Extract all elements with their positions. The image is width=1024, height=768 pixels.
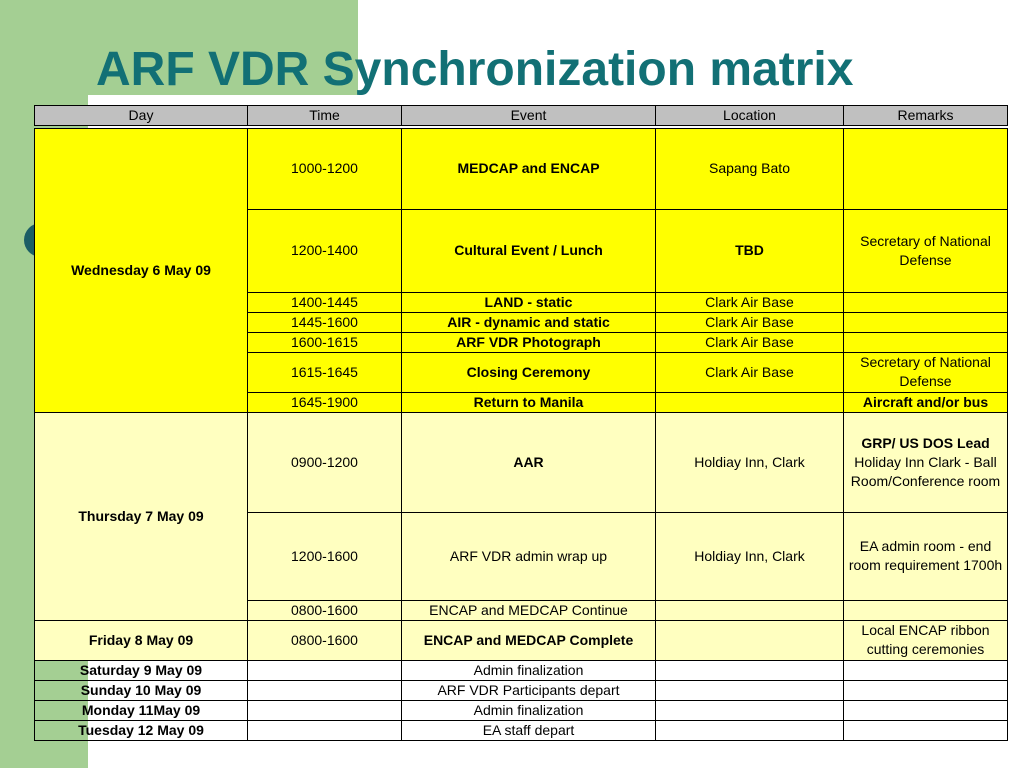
event-cell: LAND - static <box>402 292 656 312</box>
day-cell: Monday 11May 09 <box>35 700 248 720</box>
event-cell: MEDCAP and ENCAP <box>402 127 656 209</box>
location-cell: Holdiay Inn, Clark <box>656 512 844 600</box>
event-cell: AAR <box>402 412 656 512</box>
location-cell <box>656 600 844 620</box>
event-cell: Admin finalization <box>402 660 656 680</box>
remarks-cell <box>844 680 1008 700</box>
table-row <box>35 620 1008 660</box>
time-cell: 1445-1600 <box>248 312 402 332</box>
remarks-cell <box>844 312 1008 332</box>
event-cell: AIR - dynamic and static <box>402 312 656 332</box>
page-title: ARF VDR Synchronization matrix <box>96 43 854 96</box>
day-cell: Friday 8 May 09 <box>35 620 248 660</box>
location-cell: Clark Air Base <box>656 332 844 352</box>
table-row <box>35 127 1008 209</box>
table-row <box>35 660 1008 680</box>
remarks-cell <box>844 332 1008 352</box>
event-cell: ENCAP and MEDCAP Continue <box>402 600 656 620</box>
time-cell <box>248 660 402 680</box>
event-cell: ENCAP and MEDCAP Complete <box>402 620 656 660</box>
day-cell: Saturday 9 May 09 <box>35 660 248 680</box>
column-header-day: Day <box>35 106 248 128</box>
column-header-location: Location <box>656 106 844 128</box>
table-row <box>35 680 1008 700</box>
table-row <box>35 700 1008 720</box>
remarks-cell: Secretary of National Defense <box>844 209 1008 292</box>
event-cell: Cultural Event / Lunch <box>402 209 656 292</box>
time-cell: 1400-1445 <box>248 292 402 312</box>
remarks-cell: Aircraft and/or bus <box>844 392 1008 412</box>
remarks-cell: Secretary of National Defense <box>844 352 1008 392</box>
event-cell: ARF VDR admin wrap up <box>402 512 656 600</box>
location-cell <box>656 720 844 740</box>
day-cell: Thursday 7 May 09 <box>35 412 248 620</box>
time-cell: 1645-1900 <box>248 392 402 412</box>
remarks-cell: EA admin room - end room requirement 1700h <box>844 512 1008 600</box>
day-cell: Tuesday 12 May 09 <box>35 720 248 740</box>
day-cell: Sunday 10 May 09 <box>35 680 248 700</box>
time-cell: 1615-1645 <box>248 352 402 392</box>
remarks-cell <box>844 600 1008 620</box>
location-cell: Clark Air Base <box>656 352 844 392</box>
day-cell: Wednesday 6 May 09 <box>35 127 248 412</box>
column-header-remarks: Remarks <box>844 106 1008 128</box>
event-cell: ARF VDR Participants depart <box>402 680 656 700</box>
remarks-cell <box>844 700 1008 720</box>
event-cell: EA staff depart <box>402 720 656 740</box>
remarks-cell: Local ENCAP ribbon cutting ceremonies <box>844 620 1008 660</box>
time-cell: 1000-1200 <box>248 127 402 209</box>
event-cell: Return to Manila <box>402 392 656 412</box>
remarks-cell <box>844 660 1008 680</box>
location-cell: Holdiay Inn, Clark <box>656 412 844 512</box>
time-cell <box>248 680 402 700</box>
table-header-row <box>35 106 1008 128</box>
location-cell: Clark Air Base <box>656 312 844 332</box>
location-cell <box>656 700 844 720</box>
synchronization-table <box>34 105 1008 741</box>
time-cell: 0800-1600 <box>248 600 402 620</box>
event-cell: Admin finalization <box>402 700 656 720</box>
location-cell: Sapang Bato <box>656 127 844 209</box>
time-cell: 1200-1400 <box>248 209 402 292</box>
remarks-lead: GRP/ US DOS Lead <box>861 434 990 451</box>
remarks-cell <box>844 127 1008 209</box>
location-cell: Clark Air Base <box>656 292 844 312</box>
column-header-event: Event <box>402 106 656 128</box>
time-cell <box>248 720 402 740</box>
column-header-time: Time <box>248 106 402 128</box>
location-cell <box>656 660 844 680</box>
location-cell <box>656 392 844 412</box>
location-cell <box>656 680 844 700</box>
remarks-detail: Holiday Inn Clark - Ball Room/Conference room <box>850 453 1001 489</box>
event-cell: Closing Ceremony <box>402 352 656 392</box>
remarks-cell <box>844 720 1008 740</box>
event-cell: ARF VDR Photograph <box>402 332 656 352</box>
time-cell: 1200-1600 <box>248 512 402 600</box>
location-cell: TBD <box>656 209 844 292</box>
remarks-cell <box>844 412 1008 512</box>
time-cell: 0900-1200 <box>248 412 402 512</box>
table-row <box>35 412 1008 512</box>
table-row <box>35 720 1008 740</box>
location-cell <box>656 620 844 660</box>
time-cell: 1600-1615 <box>248 332 402 352</box>
time-cell <box>248 700 402 720</box>
remarks-cell <box>844 292 1008 312</box>
time-cell: 0800-1600 <box>248 620 402 660</box>
